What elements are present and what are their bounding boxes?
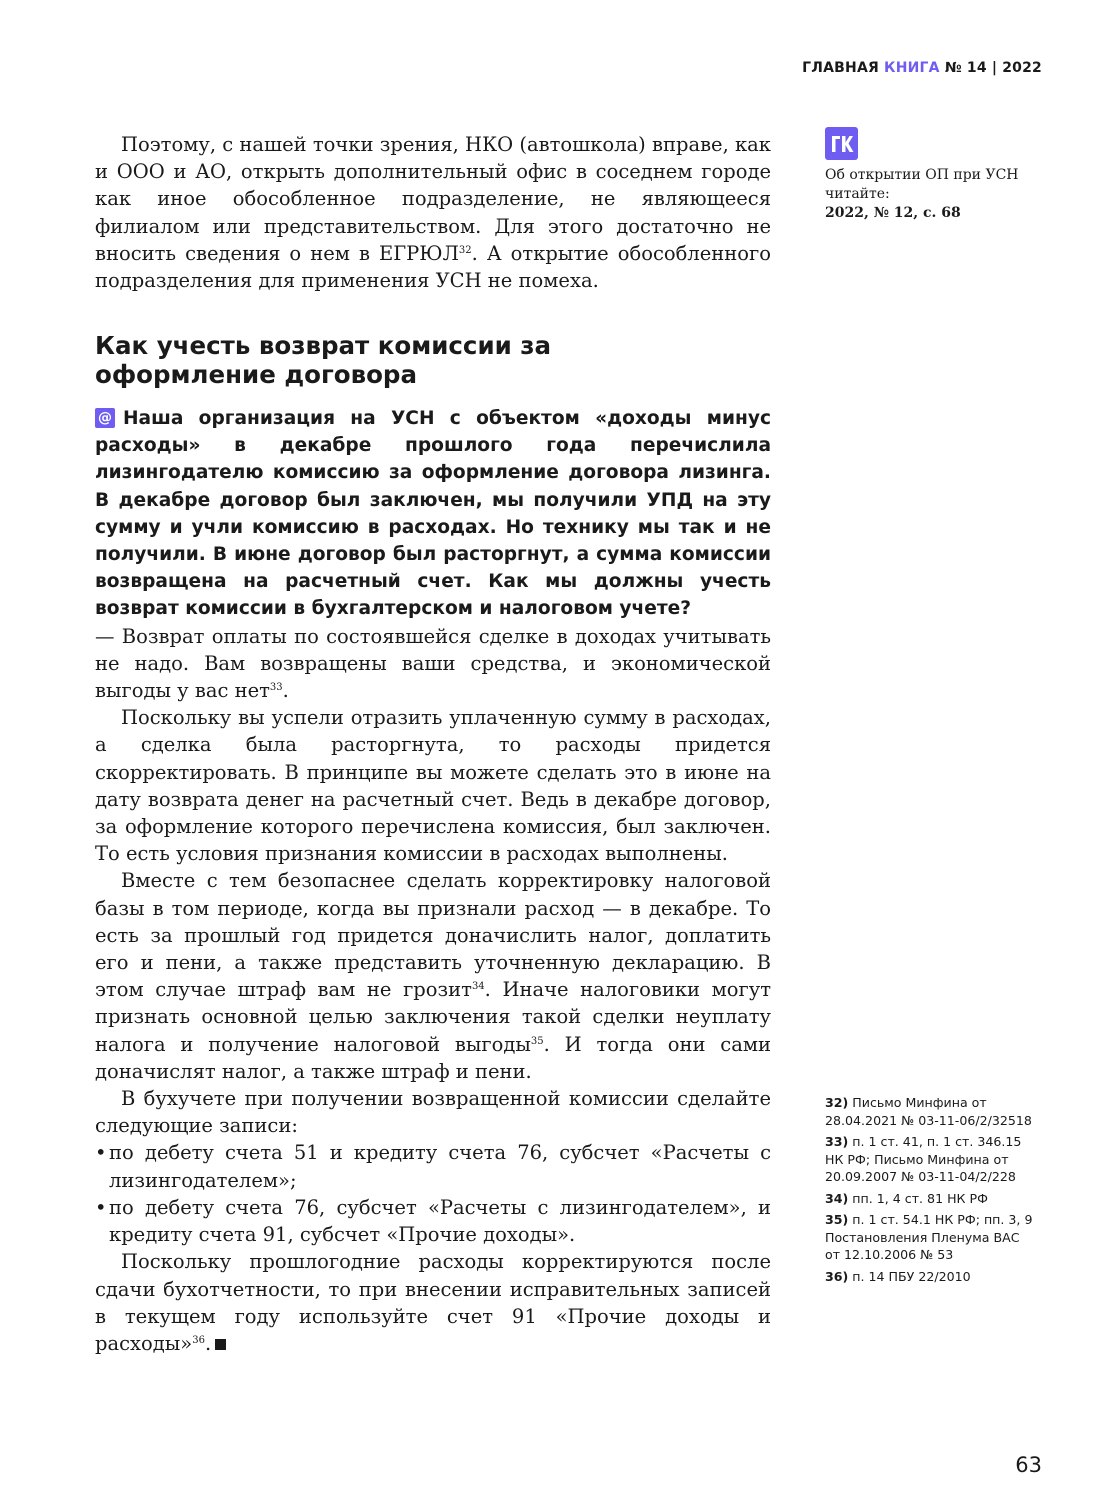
header-magazine-name: ГЛАВНАЯ <box>802 60 885 76</box>
header-magazine-accent: КНИГА <box>884 60 940 76</box>
answer-paragraph-5: Поскольку прошлогодние расходы корректируются после сдачи бухотчетности, то при внесении исправительных записей в текущем году используйте счет 91 «Прочие доходы и расходы»$^{36}$. <box>95 1250 771 1355</box>
footnote-35: 35) п. 1 ст. 54.1 НК РФ; пп. 3, 9 Постановления Пленума ВАС от 12.10.2006 № 53 <box>825 1212 1033 1262</box>
email-question-icon: @ <box>95 408 115 428</box>
footnote-ref-32[interactable]: 32 <box>458 244 472 256</box>
answer-paragraph-1: — Возврат оплаты по состоявшейся сделке в доходах учитывать не надо. Вам возвращены ваши средства, и экономической выгоды у вас нет$^{33}$. <box>95 624 771 703</box>
footnotes <box>825 1094 1035 1289</box>
footnote-ref-35[interactable]: 35 <box>530 1035 544 1047</box>
list-item: • по дебету счета 51 и кредиту счета 76, субсчет «Расчеты с лизингодателем»; <box>95 1139 771 1193</box>
entries-list <box>95 1139 771 1248</box>
intro-paragraph: Поэтому, с нашей точки зрения, НКО (автошкола) вправе, как и ООО и АО, открыть дополнительный офис в соседнем городе как иное обособленное подразделение, не являющееся филиалом или представительством. Для этого достаточно не вносить сведения о нем в ЕГРЮЛ$^{32}$. А открытие обособленного подразделения для применения УСН не помеха. <box>95 133 771 293</box>
answer-paragraph-4: В бухучете при получении возвращенной комиссии сделайте следующие записи: <box>95 1087 771 1138</box>
crossref-note <box>825 166 1040 223</box>
header-issue: № 14 | 2022 <box>939 60 1042 76</box>
crossref-link[interactable]: 2022, № 12, с. 68 <box>825 205 961 221</box>
answer-paragraph-2: Поскольку вы успели отразить уплаченную сумму в расходах, а сделка была расторгнута, то расходы придется скорректировать. В принципе вы можете сделать это в июне на дату возврата денег на расчетный счет. Ведь в декабре договор, за оформление которого перечислена комиссия, был заключен. То есть условия признания комиссии в расходах выполнены. <box>95 706 771 866</box>
crossref-text: Об открытии ОП при УСН читайте: <box>825 167 1019 202</box>
answer-paragraph-3: Вместе с тем безопаснее сделать корректировку налоговой базы в том периоде, когда вы признали расход — в декабре. То есть за прошлый год придется доначислить налог, доплатить его и пени, а также представить уточненную декларацию. В этом случае штраф вам не грозит$^{34}$. Иначе налоговики могут признать основной целью заключения такой сделки неуплату налога и получение налоговой выгоды$^{35}$. И тогда они сами доначислят налог, а также штраф и пени. <box>95 869 771 1083</box>
gk-logo-mark <box>830 134 854 154</box>
footnote-ref-36[interactable]: 36 <box>192 1334 205 1346</box>
running-header <box>802 60 1042 76</box>
footnote-33: 33) п. 1 ст. 41, п. 1 ст. 346.15 НК РФ; Письмо Минфина от 20.09.2007 № 03-11-04/2/228 <box>825 1134 1022 1184</box>
footnote-32: 32) Письмо Минфина от 28.04.2021 № 03-11-06/2/32518 <box>825 1095 1032 1128</box>
gk-logo-icon <box>825 127 858 160</box>
list-item: • по дебету счета 76, субсчет «Расчеты с лизингодателем», и кредиту счета 91, субсчет «Прочие доходы». <box>95 1194 771 1248</box>
footnote-ref-34[interactable]: 34 <box>471 981 485 993</box>
intro-block <box>95 131 771 294</box>
qa-block <box>95 405 771 1357</box>
footnote-34: 34) пп. 1, 4 ст. 81 НК РФ <box>825 1190 988 1206</box>
end-of-article-mark <box>215 1339 226 1350</box>
footnote-ref-33[interactable]: 33 <box>269 682 283 694</box>
footnote-36: 36) п. 14 ПБУ 22/2010 <box>825 1268 971 1284</box>
sidebar-crossref <box>825 127 1040 223</box>
section-heading: Как учесть возврат комиссии за оформление договора <box>95 331 552 389</box>
page-number: 63 <box>1015 1453 1042 1477</box>
question-paragraph: @ Наша организация на УСН с объектом «доходы минус расходы» в декабре прошлого года перечислила лизингодателю комиссию за оформление договора лизинга. В декабре договор был заключен, мы получили УПД на эту сумму и учли комиссию в расходах. Но технику мы так и не получили. В июне договор был расторгнут, а сумма комиссии возвращена на расчетный счет. Как мы должны учесть возврат комиссии в бухгалтерском и налоговом учете? <box>95 408 771 620</box>
